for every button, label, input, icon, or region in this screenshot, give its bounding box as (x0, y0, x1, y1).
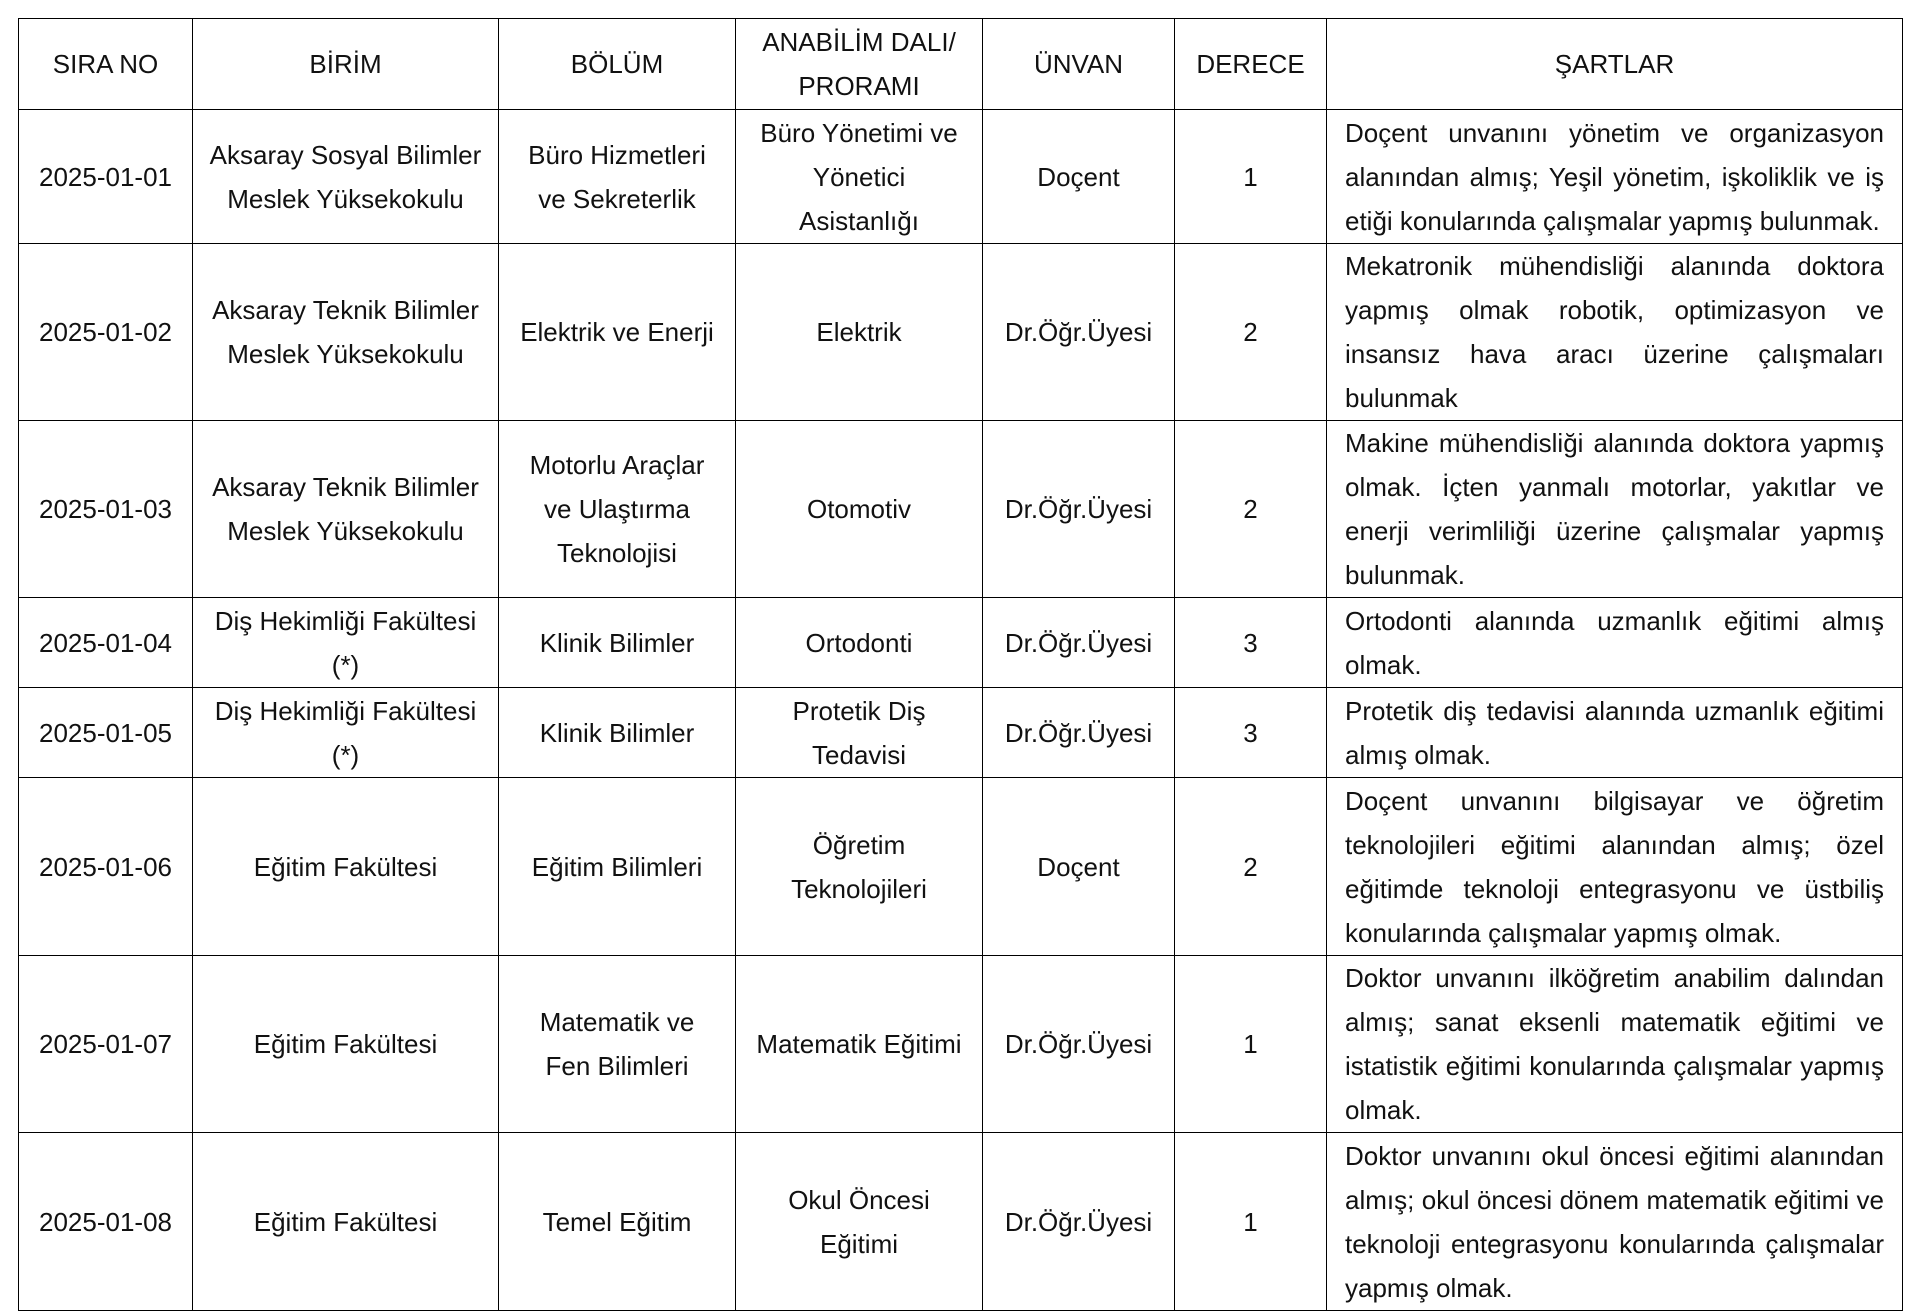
table-row (19, 1133, 1903, 1311)
cell-sartlar: Doçent unvanını bilgisayar ve öğretim teknolojileri eğitimi alanından almış; özel eğitimde teknoloji entegrasyonu ve üstbiliş konularında çalışmalar yapmış olmak. (1327, 778, 1903, 956)
cell-birim: Eğitim Fakültesi (193, 1133, 499, 1311)
cell-birim: Aksaray Teknik Bilimler Meslek Yüksekokulu (193, 244, 499, 421)
document-page (18, 18, 1902, 1311)
table-row (19, 421, 1903, 598)
cell-anabilim: Okul Öncesi Eğitimi (736, 1133, 983, 1311)
cell-derece: 1 (1175, 110, 1327, 244)
cell-derece: 1 (1175, 956, 1327, 1133)
header-anabilim: ANABİLİM DALI/ PRORAMI (736, 19, 983, 110)
cell-sira-no: 2025-01-03 (19, 421, 193, 598)
cell-bolum: Eğitim Bilimleri (499, 778, 736, 956)
table-row (19, 110, 1903, 244)
cell-anabilim: Elektrik (736, 244, 983, 421)
cell-birim: Eğitim Fakültesi (193, 778, 499, 956)
cell-sira-no: 2025-01-01 (19, 110, 193, 244)
cell-sira-no: 2025-01-08 (19, 1133, 193, 1311)
table-row (19, 778, 1903, 956)
table-row (19, 598, 1903, 688)
cell-unvan: Dr.Öğr.Üyesi (983, 598, 1175, 688)
cell-sartlar: Mekatronik mühendisliği alanında doktora yapmış olmak robotik, optimizasyon ve insansız hava aracı üzerine çalışmaları bulunmak (1327, 244, 1903, 421)
cell-anabilim: Büro Yönetimi ve Yönetici Asistanlığı (736, 110, 983, 244)
positions-table (18, 18, 1903, 1311)
cell-bolum: Motorlu Araçlar ve Ulaştırma Teknolojisi (499, 421, 736, 598)
table-row (19, 688, 1903, 778)
cell-bolum: Klinik Bilimler (499, 688, 736, 778)
header-sira-no: SIRA NO (19, 19, 193, 110)
cell-derece: 3 (1175, 598, 1327, 688)
cell-sartlar: Makine mühendisliği alanında doktora yapmış olmak. İçten yanmalı motorlar, yakıtlar ve enerji verimliliği üzerine çalışmalar yapmış bulunmak. (1327, 421, 1903, 598)
cell-birim: Aksaray Teknik Bilimler Meslek Yüksekokulu (193, 421, 499, 598)
cell-sartlar: Doktor unvanını ilköğretim anabilim dalından almış; sanat eksenli matematik eğitimi ve istatistik eğitimi konularında çalışmalar yapmış olmak. (1327, 956, 1903, 1133)
cell-unvan: Dr.Öğr.Üyesi (983, 956, 1175, 1133)
cell-bolum: Büro Hizmetleri ve Sekreterlik (499, 110, 736, 244)
cell-sira-no: 2025-01-04 (19, 598, 193, 688)
header-unvan: ÜNVAN (983, 19, 1175, 110)
header-birim: BİRİM (193, 19, 499, 110)
cell-unvan: Dr.Öğr.Üyesi (983, 688, 1175, 778)
cell-birim: Aksaray Sosyal Bilimler Meslek Yüksekokulu (193, 110, 499, 244)
cell-sartlar: Ortodonti alanında uzmanlık eğitimi almış olmak. (1327, 598, 1903, 688)
cell-unvan: Dr.Öğr.Üyesi (983, 244, 1175, 421)
header-sartlar: ŞARTLAR (1327, 19, 1903, 110)
cell-derece: 2 (1175, 244, 1327, 421)
cell-anabilim: Matematik Eğitimi (736, 956, 983, 1133)
cell-anabilim: Ortodonti (736, 598, 983, 688)
cell-anabilim: Öğretim Teknolojileri (736, 778, 983, 956)
header-bolum: BÖLÜM (499, 19, 736, 110)
header-derece: DERECE (1175, 19, 1327, 110)
cell-derece: 2 (1175, 778, 1327, 956)
table-header-row (19, 19, 1903, 110)
cell-birim: Eğitim Fakültesi (193, 956, 499, 1133)
cell-bolum: Elektrik ve Enerji (499, 244, 736, 421)
cell-sira-no: 2025-01-02 (19, 244, 193, 421)
table-row (19, 244, 1903, 421)
cell-anabilim: Otomotiv (736, 421, 983, 598)
table-row (19, 956, 1903, 1133)
cell-bolum: Klinik Bilimler (499, 598, 736, 688)
cell-sira-no: 2025-01-07 (19, 956, 193, 1133)
cell-sartlar: Protetik diş tedavisi alanında uzmanlık eğitimi almış olmak. (1327, 688, 1903, 778)
cell-sartlar: Doçent unvanını yönetim ve organizasyon alanından almış; Yeşil yönetim, işkoliklik ve iş etiği konularında çalışmalar yapmış bulunmak. (1327, 110, 1903, 244)
cell-birim: Diş Hekimliği Fakültesi (*) (193, 598, 499, 688)
cell-derece: 1 (1175, 1133, 1327, 1311)
cell-derece: 3 (1175, 688, 1327, 778)
cell-sira-no: 2025-01-05 (19, 688, 193, 778)
cell-anabilim: Protetik Diş Tedavisi (736, 688, 983, 778)
cell-sartlar: Doktor unvanını okul öncesi eğitimi alanından almış; okul öncesi dönem matematik eğitimi ve teknoloji entegrasyonu konularında çalışmalar yapmış olmak. (1327, 1133, 1903, 1311)
cell-bolum: Temel Eğitim (499, 1133, 736, 1311)
cell-sira-no: 2025-01-06 (19, 778, 193, 956)
cell-derece: 2 (1175, 421, 1327, 598)
cell-unvan: Doçent (983, 778, 1175, 956)
cell-birim: Diş Hekimliği Fakültesi (*) (193, 688, 499, 778)
cell-unvan: Doçent (983, 110, 1175, 244)
cell-bolum: Matematik ve Fen Bilimleri (499, 956, 736, 1133)
cell-unvan: Dr.Öğr.Üyesi (983, 1133, 1175, 1311)
cell-unvan: Dr.Öğr.Üyesi (983, 421, 1175, 598)
